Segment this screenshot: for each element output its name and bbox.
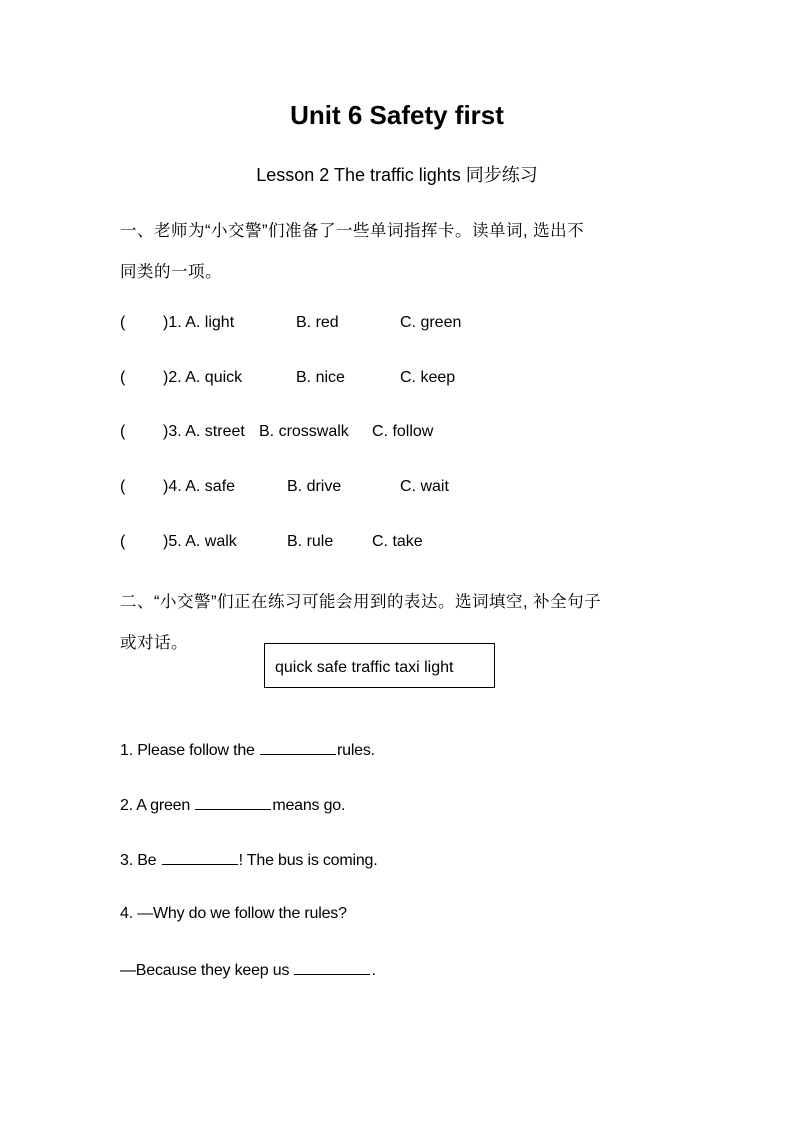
question-option-a: )3. A. street <box>163 423 245 440</box>
answer-blank[interactable] <box>195 795 271 810</box>
answer-blank[interactable] <box>260 740 336 755</box>
question-option-a: )4. A. safe <box>163 478 236 495</box>
answer-paren[interactable]: ( <box>120 314 126 331</box>
fill-in-text-before: —Because they keep us <box>120 962 294 979</box>
question-option-c: C. take <box>372 533 423 550</box>
question-option-b: B. drive <box>287 478 342 495</box>
question-option-b: B. crosswalk <box>259 423 349 440</box>
fill-in-text-before: 3. Be <box>120 852 161 869</box>
fill-in-text-before: 1. Please follow the <box>120 742 259 759</box>
fill-in-text-after: rules. <box>337 742 375 759</box>
answer-paren[interactable]: ( <box>120 369 126 386</box>
question-option-b: B. rule <box>287 533 334 550</box>
question-option-c: C. follow <box>372 423 434 440</box>
question-option-c: C. green <box>400 314 462 331</box>
word-bank-text: quick safe traffic taxi light <box>275 659 454 676</box>
fill-in-text-after: means go. <box>272 797 346 814</box>
question-option-a: )2. A. quick <box>163 369 243 386</box>
answer-paren[interactable]: ( <box>120 423 126 440</box>
worksheet-title: Unit 6 Safety first <box>290 100 504 130</box>
question-option-a: )5. A. walk <box>163 533 237 550</box>
worksheet-subtitle: Lesson 2 The traffic lights 同步练习 <box>256 165 538 185</box>
fill-in-text-before: 2. A green <box>120 797 195 814</box>
section2-instruction-line2: 或对话。 <box>120 634 188 652</box>
question-option-c: C. keep <box>400 369 456 386</box>
section1-instruction-line1: 一、老师为“小交警”们准备了一些单词指挥卡。读单词, 选出不 <box>120 222 585 240</box>
word-bank-box <box>264 643 495 688</box>
fill-in-text-after: ! The bus is coming. <box>238 852 378 869</box>
section2-instruction-line1: 二、“小交警”们正在练习可能会用到的表达。选词填空, 补全句子 <box>120 593 602 611</box>
fill-in-item <box>120 850 378 870</box>
answer-paren[interactable]: ( <box>120 533 126 550</box>
fill-in-text-before: 4. —Why do we follow the rules? <box>120 905 347 922</box>
section1-instruction-line2: 同类的一项。 <box>120 263 222 281</box>
fill-in-item <box>120 740 375 760</box>
answer-blank[interactable] <box>162 850 238 865</box>
answer-blank[interactable] <box>294 960 370 975</box>
fill-in-item <box>120 960 376 980</box>
fill-in-item <box>120 795 345 815</box>
question-option-a: )1. A. light <box>163 314 235 331</box>
question-option-b: B. red <box>296 314 339 331</box>
fill-in-text-after: . <box>371 962 376 979</box>
fill-in-item <box>120 905 347 923</box>
answer-paren[interactable]: ( <box>120 478 126 495</box>
question-option-c: C. wait <box>400 478 449 495</box>
question-option-b: B. nice <box>296 369 345 386</box>
